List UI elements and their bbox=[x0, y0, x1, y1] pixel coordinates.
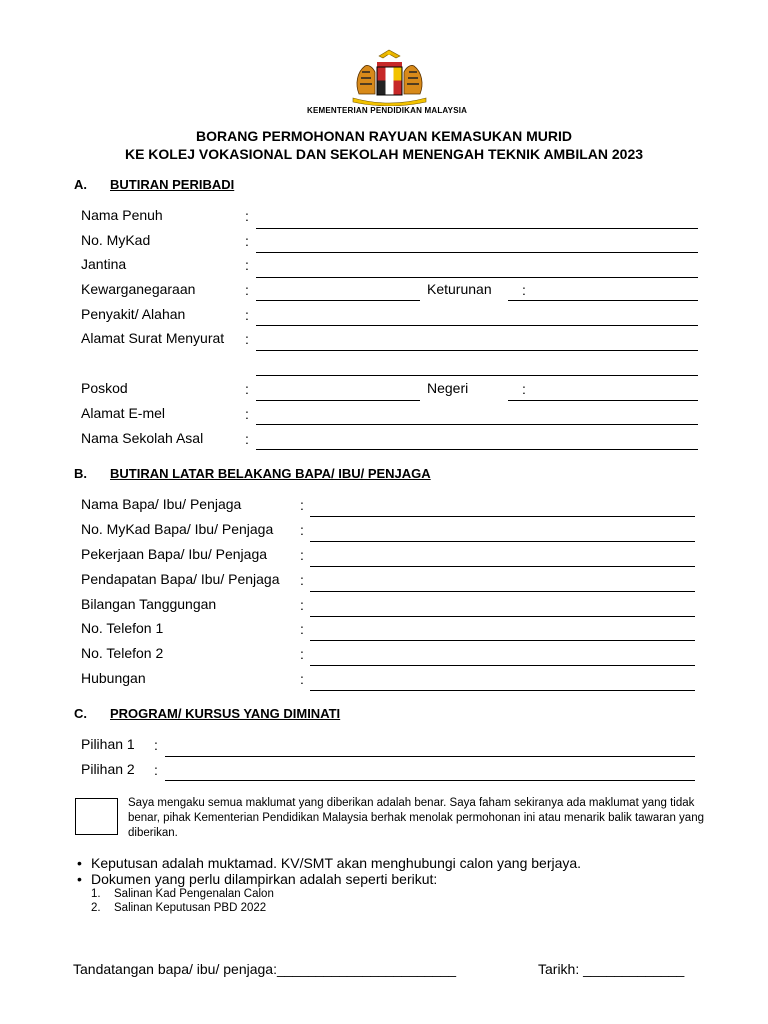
input-line-hubungan[interactable] bbox=[310, 690, 695, 691]
input-line-telefon-1[interactable] bbox=[310, 640, 695, 641]
malaysia-coat-of-arms-logo bbox=[347, 48, 432, 106]
input-line-nama-penuh[interactable] bbox=[256, 228, 698, 229]
label-poskod: Poskod bbox=[81, 380, 128, 396]
colon: : bbox=[154, 737, 158, 753]
bullet-icon: • bbox=[77, 871, 82, 887]
document-item-number: 2. bbox=[91, 902, 101, 914]
colon: : bbox=[245, 282, 249, 298]
input-line-tanggungan[interactable] bbox=[310, 616, 695, 617]
colon: : bbox=[300, 597, 304, 613]
colon: : bbox=[300, 522, 304, 538]
colon: : bbox=[245, 208, 249, 224]
ministry-name: KEMENTERIAN PENDIDIKAN MALAYSIA bbox=[307, 106, 468, 115]
label-pendapatan-penjaga: Pendapatan Bapa/ Ibu/ Penjaga bbox=[81, 571, 280, 587]
colon: : bbox=[300, 621, 304, 637]
colon: : bbox=[300, 646, 304, 662]
bullet-icon: • bbox=[77, 855, 82, 871]
colon: : bbox=[245, 331, 249, 347]
input-line-pilihan-2[interactable] bbox=[165, 780, 695, 781]
input-line-jantina[interactable] bbox=[256, 277, 698, 278]
label-pilihan-2: Pilihan 2 bbox=[81, 761, 135, 777]
label-telefon-1: No. Telefon 1 bbox=[81, 620, 164, 636]
document-item-number: 1. bbox=[91, 888, 101, 900]
colon: : bbox=[300, 572, 304, 588]
input-line-alamat-1[interactable] bbox=[256, 350, 698, 351]
date-field[interactable]: Tarikh: _____________ bbox=[538, 961, 685, 977]
colon: : bbox=[245, 406, 249, 422]
label-nama-penjaga: Nama Bapa/ Ibu/ Penjaga bbox=[81, 496, 242, 512]
label-mykad-penjaga: No. MyKad Bapa/ Ibu/ Penjaga bbox=[81, 521, 274, 537]
input-line-alamat-2[interactable] bbox=[256, 375, 698, 376]
label-hubungan: Hubungan bbox=[81, 670, 146, 686]
label-alamat: Alamat Surat Menyurat bbox=[81, 330, 225, 346]
document-item: Salinan Keputusan PBD 2022 bbox=[114, 902, 267, 914]
form-title-line-2: KE KOLEJ VOKASIONAL DAN SEKOLAH MENENGAH TEKNIK AMBILAN 2023 bbox=[124, 146, 644, 162]
colon: : bbox=[522, 381, 526, 397]
label-emel: Alamat E-mel bbox=[81, 405, 166, 421]
label-jantina: Jantina bbox=[81, 256, 127, 272]
colon: : bbox=[300, 547, 304, 563]
colon: : bbox=[154, 762, 158, 778]
input-line-sekolah[interactable] bbox=[256, 449, 698, 450]
input-line-nama-penjaga[interactable] bbox=[310, 516, 695, 517]
label-kewarganegaraan: Kewarganegaraan bbox=[81, 281, 196, 297]
input-line-emel[interactable] bbox=[256, 424, 698, 425]
input-line-mykad-penjaga[interactable] bbox=[310, 541, 695, 542]
input-line-pendapatan-penjaga[interactable] bbox=[310, 591, 695, 592]
label-pilihan-1: Pilihan 1 bbox=[81, 736, 135, 752]
declaration-checkbox[interactable] bbox=[75, 798, 118, 835]
document-item: Salinan Kad Pengenalan Calon bbox=[114, 888, 274, 900]
colon: : bbox=[245, 431, 249, 447]
declaration-text: Saya mengaku semua maklumat yang diberikan adalah benar. Saya faham sekiranya ada maklumat yang tidak benar, pihak Kementerian Pendidikan Malaysia berhak menolak permohonan ini atau menarik balik tawaran yang diberikan. bbox=[128, 797, 704, 839]
input-line-poskod[interactable] bbox=[256, 400, 420, 401]
label-nama-penuh: Nama Penuh bbox=[81, 207, 163, 223]
label-telefon-2: No. Telefon 2 bbox=[81, 645, 164, 661]
input-line-pekerjaan-penjaga[interactable] bbox=[310, 566, 695, 567]
colon: : bbox=[245, 381, 249, 397]
note-dokumen: Dokumen yang perlu dilampirkan adalah seperti berikut: bbox=[91, 871, 438, 887]
form-title-line-1: BORANG PERMOHONAN RAYUAN KEMASUKAN MURID bbox=[196, 128, 572, 144]
section-b-title: BUTIRAN LATAR BELAKANG BAPA/ IBU/ PENJAGA bbox=[110, 466, 431, 481]
label-tanggungan: Bilangan Tanggungan bbox=[81, 596, 217, 612]
colon: : bbox=[245, 307, 249, 323]
label-negeri: Negeri bbox=[427, 380, 469, 396]
label-sekolah: Nama Sekolah Asal bbox=[81, 430, 204, 446]
input-line-keturunan[interactable] bbox=[508, 300, 698, 301]
label-pekerjaan-penjaga: Pekerjaan Bapa/ Ibu/ Penjaga bbox=[81, 546, 268, 562]
section-a-letter: A. bbox=[74, 177, 87, 192]
label-keturunan: Keturunan bbox=[427, 281, 492, 297]
section-c-title: PROGRAM/ KURSUS YANG DIMINATI bbox=[110, 706, 341, 721]
section-b-letter: B. bbox=[74, 466, 87, 481]
label-mykad: No. MyKad bbox=[81, 232, 151, 248]
input-line-telefon-2[interactable] bbox=[310, 665, 695, 666]
signature-field[interactable]: Tandatangan bapa/ ibu/ penjaga:_______________________ bbox=[73, 961, 457, 977]
input-line-negeri[interactable] bbox=[508, 400, 698, 401]
input-line-pilihan-1[interactable] bbox=[165, 756, 695, 757]
colon: : bbox=[245, 257, 249, 273]
input-line-penyakit[interactable] bbox=[256, 325, 698, 326]
input-line-kewarganegaraan[interactable] bbox=[256, 300, 420, 301]
colon: : bbox=[522, 282, 526, 298]
colon: : bbox=[300, 497, 304, 513]
colon: : bbox=[300, 671, 304, 687]
label-penyakit: Penyakit/ Alahan bbox=[81, 306, 186, 322]
section-c-letter: C. bbox=[74, 706, 87, 721]
input-line-mykad[interactable] bbox=[256, 252, 698, 253]
section-a-title: BUTIRAN PERIBADI bbox=[110, 177, 235, 192]
note-keputusan: Keputusan adalah muktamad. KV/SMT akan menghubungi calon yang berjaya. bbox=[91, 855, 582, 871]
colon: : bbox=[245, 233, 249, 249]
